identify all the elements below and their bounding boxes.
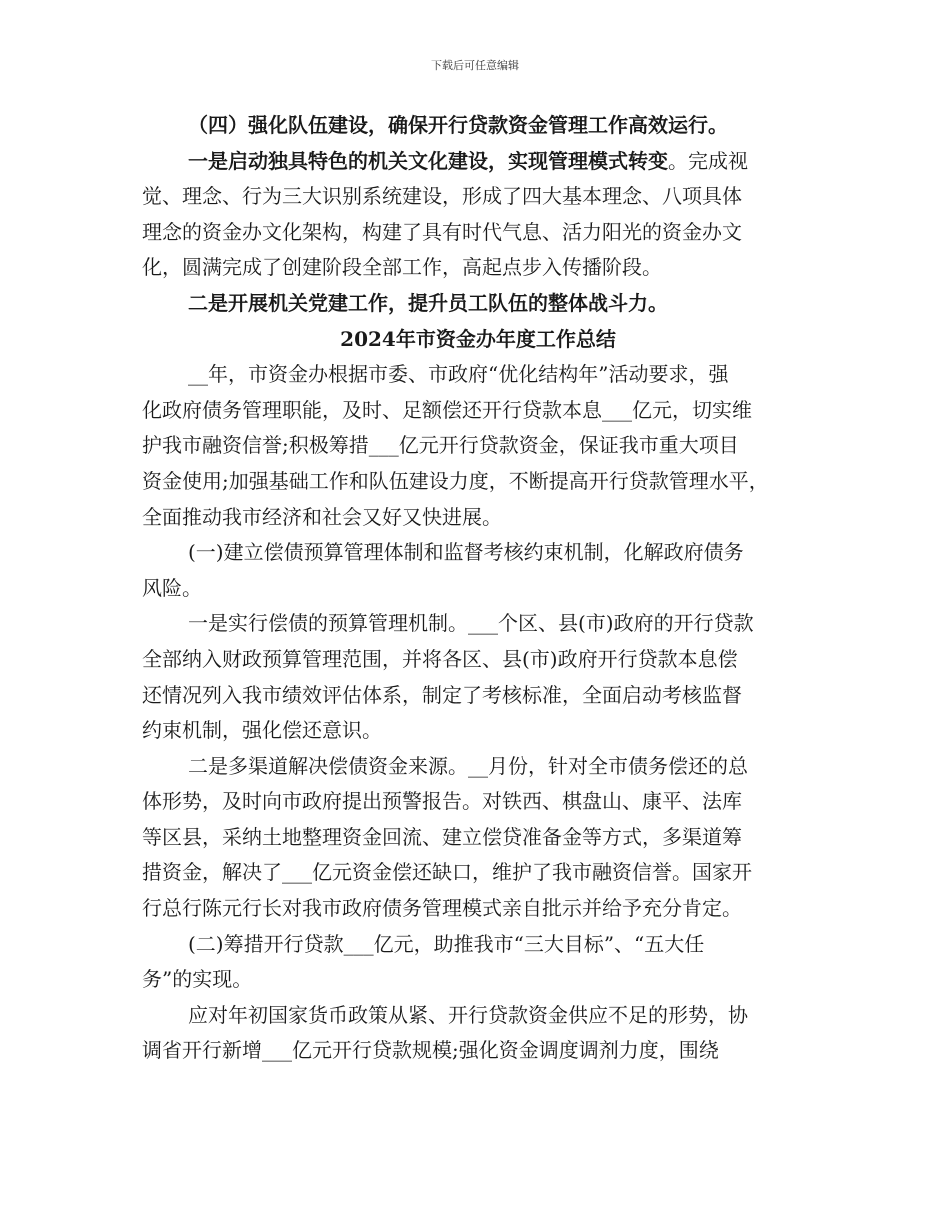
paragraph-line: 全面推动我市经济和社会又好又快进展。 <box>142 504 502 529</box>
paragraph-line: 措资金，解决了___亿元资金偿还缺口，维护了我市融资信誉。国家开 <box>142 860 752 885</box>
document-title: 2024年市资金办年度工作总结 <box>340 326 616 351</box>
lead-tail: 。完成视 <box>668 148 748 173</box>
paragraph-line: 护我市融资信誉;积极筹措___亿元开行贷款资金，保证我市重大项目 <box>142 433 739 458</box>
paragraph-line: __年，市资金办根据市委、市政府“优化结构年”活动要求，强 <box>188 362 729 387</box>
paragraph-line: 体形势，及时向市政府提出预警报告。对铁西、棋盘山、康平、法库 <box>142 789 742 814</box>
paragraph-line: 应对年初国家货币政策从紧、开行贷款资金供应不足的形势，协 <box>188 1002 748 1027</box>
paragraph-line: 一是实行偿债的预算管理机制。___个区、县(市)政府的开行贷款 <box>188 611 754 636</box>
paragraph-line: 还情况列入我市绩效评估体系，制定了考核标准，全面启动考核监督 <box>142 682 742 707</box>
paragraph-line: 务”的实现。 <box>142 967 253 992</box>
paragraph-line: 化，圆满完成了创建阶段全部工作，高起点步入传播阶段。 <box>142 255 662 280</box>
header-note: 下载后可任意编辑 <box>431 59 519 72</box>
paragraph-line: 化政府债务管理职能，及时、足额偿还开行贷款本息___亿元，切实维 <box>142 397 752 422</box>
section-heading-1: (一)建立偿债预算管理体制和监督考核约束机制，化解政府债务 <box>188 540 744 565</box>
bold-lead-line: 二是开展机关党建工作，提升员工队伍的整体战斗力。 <box>188 290 668 315</box>
section-heading-2: (二)筹措开行贷款___亿元，助推我市“三大目标”、“五大任 <box>188 931 705 956</box>
paragraph-line: 资金使用;加强基础工作和队伍建设力度，不断提高开行贷款管理水平， <box>142 468 769 493</box>
paragraph-line: 觉、理念、行为三大识别系统建设，形成了四大基本理念、八项具体 <box>142 184 742 209</box>
paragraph-line: 风险。 <box>142 575 202 600</box>
paragraph-line <box>142 144 814 180</box>
paragraph-line: 调省开行新增___亿元开行贷款规模;强化资金调度调剂力度，围绕 <box>142 1038 719 1063</box>
bold-lead: 一是启动独具特色的机关文化建设，实现管理模式转变 <box>188 148 668 173</box>
paragraph-line: 全部纳入财政预算管理范围，并将各区、县(市)政府开行贷款本息偿 <box>142 646 738 671</box>
section-heading-4: （四）强化队伍建设，确保开行贷款资金管理工作高效运行。 <box>188 113 728 137</box>
paragraph-line: 二是多渠道解决偿债资金来源。__月份，针对全市债务偿还的总 <box>188 753 748 778</box>
paragraph-line: 约束机制，强化偿还意识。 <box>142 718 382 743</box>
paragraph-line: 行总行陈元行长对我市政府债务管理模式亲自批示并给予充分肯定。 <box>142 896 742 921</box>
paragraph-line: 等区县，采纳土地整理资金回流、建立偿贷准备金等方式，多渠道筹 <box>142 824 742 849</box>
document-body <box>142 108 814 1069</box>
paragraph-line: 理念的资金办文化架构，构建了具有时代气息、活力阳光的资金办文 <box>142 219 742 244</box>
